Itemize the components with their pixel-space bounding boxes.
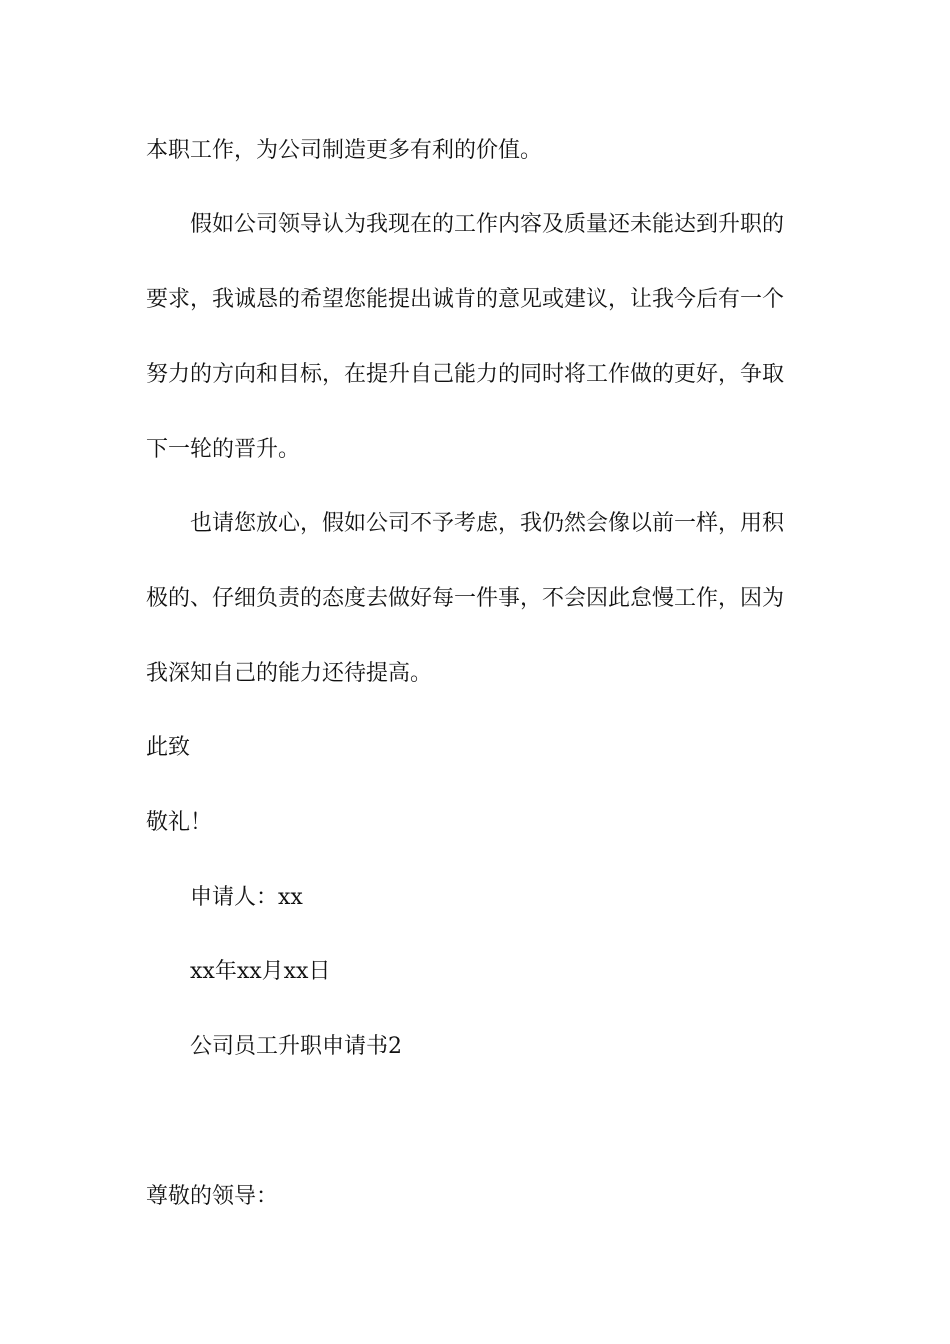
body-line-4: 努力的方向和目标，在提升自己能力的同时将工作做的更好，争取	[146, 362, 785, 387]
body-line-7: 极的、仔细负责的态度去做好每一件事，不会因此怠慢工作，因为	[146, 586, 785, 611]
body-line-1: 本职工作，为公司制造更多有利的价值。	[146, 138, 543, 163]
closing-line-2: 敬礼！	[146, 810, 213, 835]
next-document-title: 公司员工升职申请书2	[190, 1034, 402, 1059]
body-line-6: 也请您放心，假如公司不予考虑，我仍然会像以前一样，用积	[190, 511, 785, 536]
applicant-line: 申请人：xx	[190, 885, 303, 910]
body-line-8: 我深知自己的能力还待提高。	[146, 661, 433, 686]
date-line: xx年xx月xx日	[190, 959, 331, 984]
body-line-5: 下一轮的晋升。	[146, 437, 301, 462]
salutation-line: 尊敬的领导：	[146, 1184, 279, 1209]
body-line-3: 要求，我诚恳的希望您能提出诚肯的意见或建议，让我今后有一个	[146, 287, 785, 312]
closing-line-1: 此致	[146, 735, 191, 760]
body-line-2: 假如公司领导认为我现在的工作内容及质量还未能达到升职的	[190, 212, 785, 237]
